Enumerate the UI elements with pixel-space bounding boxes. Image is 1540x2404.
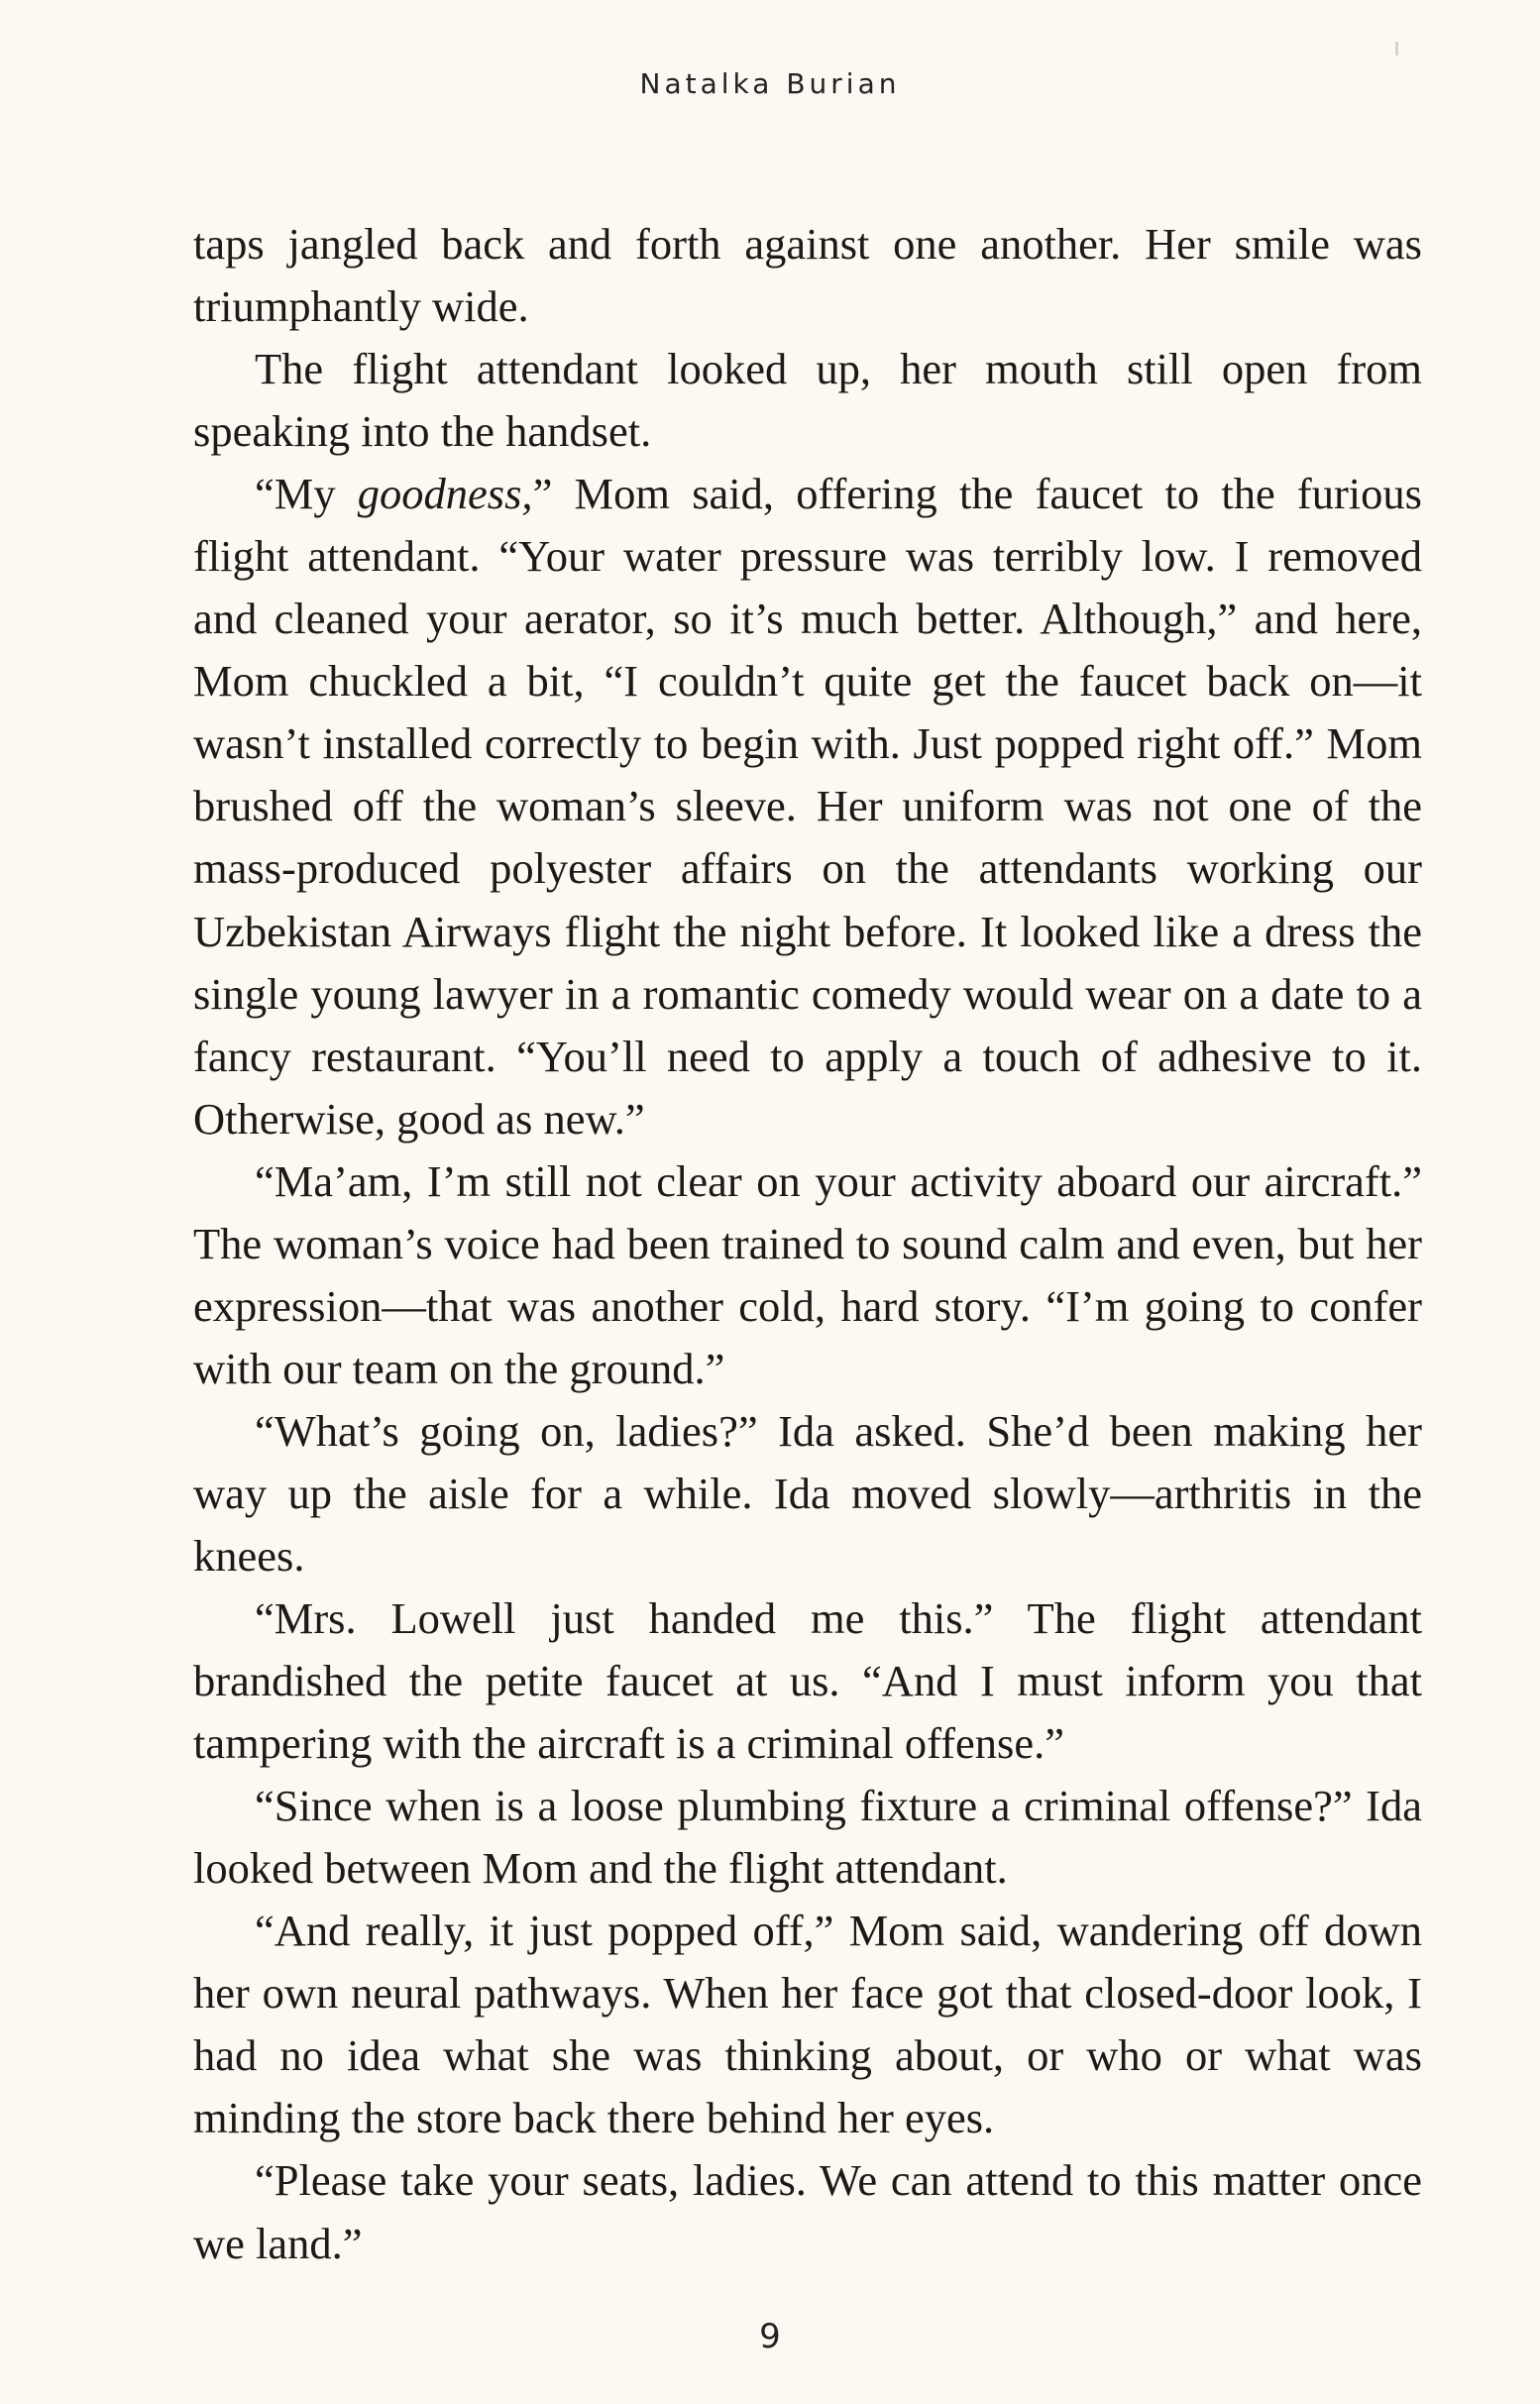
scan-speck (1395, 42, 1398, 55)
paragraph-3-italic-word: goodness, (357, 469, 533, 519)
paragraph-3-text-before-italic: “My (255, 469, 358, 519)
paragraph-2: The flight attendant looked up, her mouth still open from speaking into the handset. (193, 344, 1422, 457)
running-header-author: Natalka Burian (639, 67, 901, 100)
paragraph-5: “What’s going on, ladies?” Ida asked. She’d been making her way up the aisle for a while. Ida moved slowly—arthritis in the knees. (193, 1405, 1422, 1581)
paragraph-9: “Please take your seats, ladies. We can attend to this matter once we land.” (193, 2155, 1422, 2268)
paragraph-4: “Ma’am, I’m still not clear on your activity aboard our aircraft.” The woman’s voice had been trained to sound calm and even, but her expression—that was another cold, hard story. “I’m going to confer with our team on the ground.” (193, 1155, 1422, 1393)
page-number: 9 (759, 2317, 781, 2356)
paragraph-1: taps jangled back and forth against one another. Her smile was triumphantly wide. (193, 219, 1422, 332)
paragraph-6: “Mrs. Lowell just handed me this.” The flight attendant brandished the petite faucet at us. “And I must inform you that tampering with the aircraft is a criminal offense.” (193, 1593, 1422, 1769)
body-text (193, 213, 1422, 2275)
paragraph-7: “Since when is a loose plumbing fixture a criminal offense?” Ida looked between Mom and the flight attendant. (193, 1781, 1422, 1894)
paragraph-3-text-after-italic: ” Mom said, offering the faucet to the furious flight attendant. “Your water pressure was terribly low. I removed and cleaned your aerator, so it’s much better. Although,” and here, Mom chuckled a bit, “I couldn’t quite get the faucet back on—it wasn’t installed correctly to begin with. Just popped right off.” Mom brushed off the woman’s sleeve. Her uniform was not one of the mass-produced polyester affairs on the attendants working our Uzbekistan Airways flight the night before. It looked like a dress the single young lawyer in a romantic comedy would wear on a date to a fancy restaurant. “You’ll need to apply a touch of adhesive to it. Otherwise, good as new.” (193, 469, 1422, 1144)
paragraph-8: “And really, it just popped off,” Mom said, wandering off down her own neural pathways. When her face got that closed-door look, I had no idea what she was thinking about, or who or what was minding the store back there behind her eyes. (193, 1906, 1422, 2143)
paragraph-3 (193, 463, 1422, 1150)
